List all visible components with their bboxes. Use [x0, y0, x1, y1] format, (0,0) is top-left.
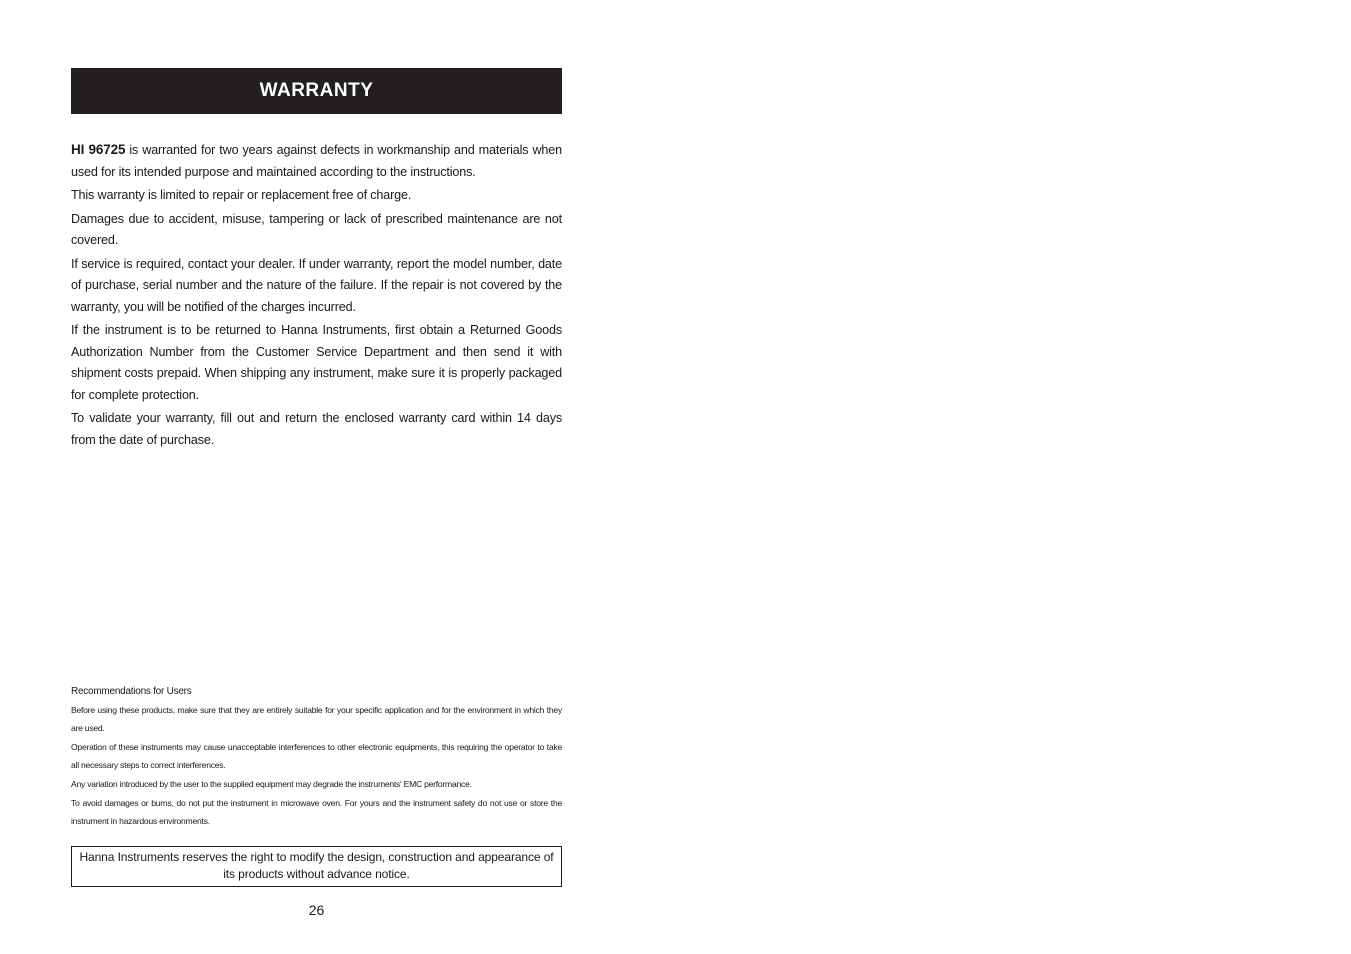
- warranty-paragraph-2: This warranty is limited to repair or replacement free of charge.: [71, 188, 412, 202]
- warranty-page: [71, 68, 562, 453]
- recommendations-title: Recommendations for Users: [71, 686, 192, 697]
- recommendation-item: To avoid damages or burns, do not put the instrument in microwave oven. For yours and the instrument safety do not use or store the instrument in hazardous environments.: [71, 798, 562, 826]
- warranty-paragraph-4: If service is required, contact your dealer. If under warranty, report the model number, date of purchase, serial number and the nature of the failure. If the repair is not covered by the warranty, you will be notified of the charges incurred.: [71, 256, 562, 314]
- page-number: 26: [308, 902, 325, 918]
- recommendations-section: [71, 683, 562, 831]
- warranty-paragraph-3: Damages due to accident, misuse, tampering or lack of prescribed maintenance are not covered.: [71, 211, 562, 247]
- warranty-paragraph-1-text: is warranted for two years against defects in workmanship and materials when used for its intended purpose and maintained according to the instructions.: [71, 143, 562, 179]
- recommendation-item: Any variation introduced by the user to the supplied equipment may degrade the instruments' EMC performance.: [71, 779, 472, 789]
- notice-text: Hanna Instruments reserves the right to modify the design, construction and appearance of its products without advance notice.: [79, 850, 554, 881]
- warranty-paragraph-6: To validate your warranty, fill out and return the enclosed warranty card within 14 days from the date of purchase.: [71, 411, 562, 447]
- recommendation-item: Before using these products, make sure that they are entirely suitable for your specific application and for the environment in which they are used.: [71, 705, 562, 733]
- model-name: HI 96725: [71, 142, 126, 157]
- warranty-body: [71, 139, 562, 451]
- warranty-paragraph-1: [71, 139, 562, 183]
- notice-box: [71, 846, 562, 887]
- recommendation-item: Operation of these instruments may cause unacceptable interferences to other electronic equipments, this requiring the operator to take all necessary steps to correct interferences.: [71, 742, 562, 770]
- warranty-paragraph-5: If the instrument is to be returned to Hanna Instruments, first obtain a Returned Goods Authorization Number from the Customer Service Department and then send it with shipment costs prepaid. When shipping any instrument, make sure it is properly packaged for complete protection.: [71, 323, 562, 402]
- warranty-title-bar: [71, 68, 562, 114]
- page-title: WARRANTY: [259, 80, 374, 101]
